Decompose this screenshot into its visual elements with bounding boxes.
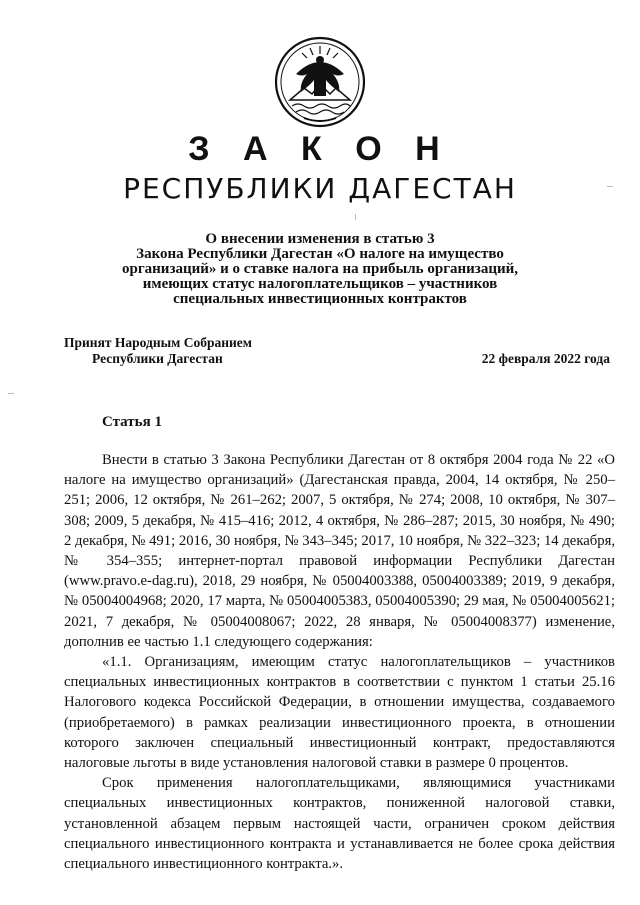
issuer-subtitle: РЕСПУБЛИКИ ДАГЕСТАН — [123, 172, 517, 205]
article-paragraph: «1.1. Организациям, имеющим статус налогоплательщиков – участников специальных инвестиционных контрактов в соответствии с пунктом 1 статьи 25.16 Налогового кодекса Российской Федерации, в отношении имущества, создаваемого (приобретаемого) в рамках реализации инвестиционного проекта, в отношении которого заключен специальный инвестиционный контракт, предоставляются налоговые льготы в виде установления налоговой ставки в размере 0 процентов. — [64, 654, 615, 772]
article-paragraph: Внести в статью 3 Закона Республики Дагестан от 8 октября 2004 года № 22 «О налоге на имущество организаций» (Дагестанская правда, 2004, 14 октября, № 250–251; 2006, 12 октября, № 261–262; 2007, 5 октября, № 274; 2008, 10 октября, № 307–308; 2009, 5 декабря, № 415–416; 2012, 4 октября, № 286–287; 2015, 30 ноября, № 490; 2 декабря, № 491; 2016, 30 ноября, № 343–345; 2017, 10 ноября, № 322–323; 14 декабря, № 354–355; интернет-портал правовой информации Республики Дагестан (www.pravo.e-dag.ru), 2018, 29 ноября, № 05004003388, 05004003389; 2019, 9 декабря, № 05004004968; 2020, 17 марта, № 05004005383, 05004005390; 29 мая, № 05004005621; 2021, 7 декабря, № 05004008067; 2022, 28 января, № 05004008377) изменение, дополнив ее частью 1.1 следующего содержания: — [64, 452, 615, 650]
adoption-line-1: Принят Народным Собранием — [64, 335, 252, 350]
adoption-authority — [64, 335, 252, 367]
coat-of-arms-icon — [274, 36, 366, 128]
subject-line: имеющих статус налогоплательщиков – участников — [142, 276, 498, 292]
subject-line: специальных инвестиционных контрактов — [173, 291, 467, 307]
scan-mark — [607, 186, 613, 187]
subject-line: Закона Республики Дагестан «О налоге на имущество — [136, 246, 504, 262]
adoption-date: 22 февраля 2022 года — [481, 351, 610, 366]
article-paragraph: Срок применения налогоплательщиками, являющимися участниками специальных инвестиционных контрактов, пониженной налоговой ставки, установленной абзацем первым настоящей части, ограничен сроком действия специального инвестиционного контракта и устанавливается не более срока действия специального инвестиционного контракта.». — [64, 775, 615, 873]
law-subject-heading — [100, 232, 540, 307]
scan-mark — [8, 393, 14, 394]
article-heading: Статья 1 — [102, 414, 162, 430]
subject-line: О внесении изменения в статью 3 — [205, 231, 435, 247]
article-body — [64, 450, 615, 874]
adoption-line-2: Республики Дагестан — [92, 351, 223, 366]
subject-line: организаций» и о ставке налога на прибыль организаций, — [122, 261, 518, 277]
scan-mark — [355, 214, 356, 220]
document-type-title: З А К О Н — [188, 130, 452, 168]
